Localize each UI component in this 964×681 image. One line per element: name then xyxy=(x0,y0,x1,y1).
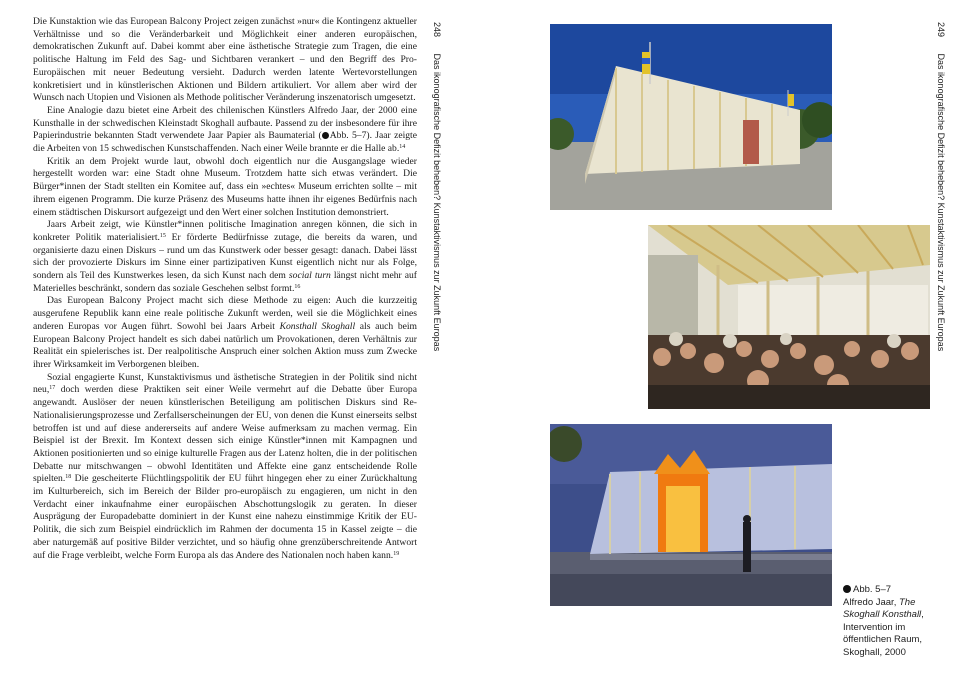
running-title-right: Das ikonografische Defizit beheben? Kunstaktivismus zur Zukunft Europas xyxy=(936,53,946,352)
running-title-left: Das ikonografische Defizit beheben? Kunstaktivismus zur Zukunft Europas xyxy=(432,53,442,352)
figure-dot-icon xyxy=(322,132,329,139)
photo-kunsthalle-exterior xyxy=(550,24,832,210)
footnote-mark: 14 xyxy=(399,144,406,151)
body-text xyxy=(33,16,417,562)
figure-caption: Abb. 5–7 Alfredo Jaar, The Skoghall Konsthall, Intervention im öffentlichen Raum, Skoghall, 2000 xyxy=(843,584,924,658)
running-header-left xyxy=(428,22,442,351)
footnote-mark: 17 xyxy=(49,385,56,392)
paragraph-6: Sozial engagierte Kunst, Kunstaktivismus und ästhetische Strategien in der Politik sind nicht neu,$^{17}$ doch werden diese Praktiken seit einer Weile vermehrt auf die Debatte über Europa angewandt. Auslöser der neuen künstlerischen Beteiligung am politischen Diskurs sind Re-Nationalisierungsprozesse und Zerfallserscheinungen der EU, von denen die Kunst einerseits selbst betroffen ist und auf diese andererseits auf andere Weise aufmerksam zu machen vermag. Ein Beispiel ist der Brexit. Im Kontext dessen sich einige Künstler*innen mit Kampagnen und Aktionen positionierten und so einige kulturelle Fragen aus der Latenz holten, die in der politischen Debatte nur mitschwangen – obwohl Identitäten und Affekte eine ganz entscheidende Rolle spielten.$^{18}$ Die gescheiterte Flüchtlingspolitik der EU führt hingegen eher zu einer Zurückhaltung im Kulturbereich, sich im Bereich der Bilder pro-europäisch zu engagieren, um nicht in den Verdacht einer inkaufnahme einer europäischen Abschottungslogik zu geraten. In dieser Ausprägung der Europadebatte dominiert in der Kunst eine nahezu einstimmige Kritik der EU-Politik, die sich zum Beispiel eindrücklich im Rahmen der documenta 15 in Kassel zeigte – die aber naturgemäß auf positive Bilder verzichtet, und so häufig ohne grenzüberschreitende Antwort auf die Frage verbleibt, welche Form Europa als das Andere des Nationalen noch haben kann.$^{19}$ xyxy=(33,371,417,561)
paragraph-1: Die Kunstaktion wie das European Balcony Project zeigen zunächst »nur« die Kontingenz aktueller Verhältnisse und so die Veränderbarkeit und Möglichkeit einer anderen europäischen, demokratischen Zukunft auf. Dabei kommt aber eine ästhetische Strategie zum Tragen, die eine politische Haltung im Feld des Sag- und Sichtbaren verankert – und den Begriff des Pro-Europäischen mit neuer Bedeutung versieht. Dadurch werden latente Wertevorstellungen konkretisiert und in künstlerischen Aktionen und Bildern artikuliert. Vor allem aber wird der Wunsch nach Utopien und Visionen als Methode politischer Veränderung inszenatorisch umgesetzt. xyxy=(33,16,417,104)
footnote-mark: 15 xyxy=(159,232,166,239)
page-number-left: 248 xyxy=(432,22,442,38)
footnote-mark: 19 xyxy=(393,550,400,557)
photo-kunsthalle-crowd xyxy=(648,225,930,409)
photo-kunsthalle-burning xyxy=(550,424,832,606)
footnote-mark: 16 xyxy=(294,283,301,290)
paragraph-2: Eine Analogie dazu bietet eine Arbeit des chilenischen Künstlers Alfredo Jaar, der 2000 eine Kunsthalle in der schwedischen Kleinstadt Skoghall aufbaute. Passend zu der insbesondere für ihre Papierindustrie bekannten Stadt verwendete Jaar Papier als Baumaterial ( Abb. 5–7). Jaar zeigte die Arbeiten von 15 schwedischen Kunstschaffenden. Nach einer Weile brannte er die Halle ab.$^{14}$ xyxy=(33,104,417,155)
page-number-right: 249 xyxy=(936,22,946,38)
paragraph-5: Das European Balcony Project macht sich diese Methode zu eigen: Auch die kurzzeitig ausgerufene Republik kann eine reale politische Zukunft werden, weil sie die Möglichkeit eines anderen Europas vor Augen führt. Sowohl bei Jaars Arbeit Konsthall Skoghall als auch beim European Balcony Project handelt es sich dabei natürlich um Provokationen, deren Verhältnis zur Realität ein spielerisches ist. Der realpolitische Anspruch einer solchen Aktion muss zum Zwecke ihrer Wirksamkeit im Verborgenen bleiben. xyxy=(33,295,417,370)
figure-dot-icon xyxy=(843,585,851,593)
footnote-mark: 18 xyxy=(65,474,72,481)
running-header-right xyxy=(932,22,946,351)
paragraph-3: Kritik an dem Projekt wurde laut, obwohl doch eigentlich nur die Ausgangslage wieder hergestellt worden war: eine Stadt ohne Museum. Trotzdem hatte sich etwas verändert. Die Bürger*innen der Stadt stellten ein Komitee auf, dass ein »echtes« Museum errichten sollte – mit ihrem eigenen Programm. Die kurze Präsenz des Museums hatte ihnen ihr eigenes Bedürfnis nach einem städtischen Diskursort aufgezeigt und den Wert einer solchen Institution demonstriert. xyxy=(33,155,417,218)
figure-reference: Abb. 5–7 xyxy=(322,130,367,141)
paragraph-4: Jaars Arbeit zeigt, wie Künstler*innen politische Imagination anregen können, die sich in konkreter Politik materialisiert.$^{15}$ Er förderte Bedürfnisse zutage, die bereits da waren, und organisierte dazu einen Diskurs – rund um das Kunstwerk oder besser gesagt: danach. Dabei lässt sich der provozierte Diskurs im Sinne einer partizipativen Kunst eigentlich nicht nur als Folge, sondern als Teil des Kunstwerkes lesen, da sich Kunst nach dem social turn längst nicht mehr auf Materielles beschränkt, sondern das soziale Geschehen selbst formt.$^{16}$ xyxy=(33,219,418,294)
